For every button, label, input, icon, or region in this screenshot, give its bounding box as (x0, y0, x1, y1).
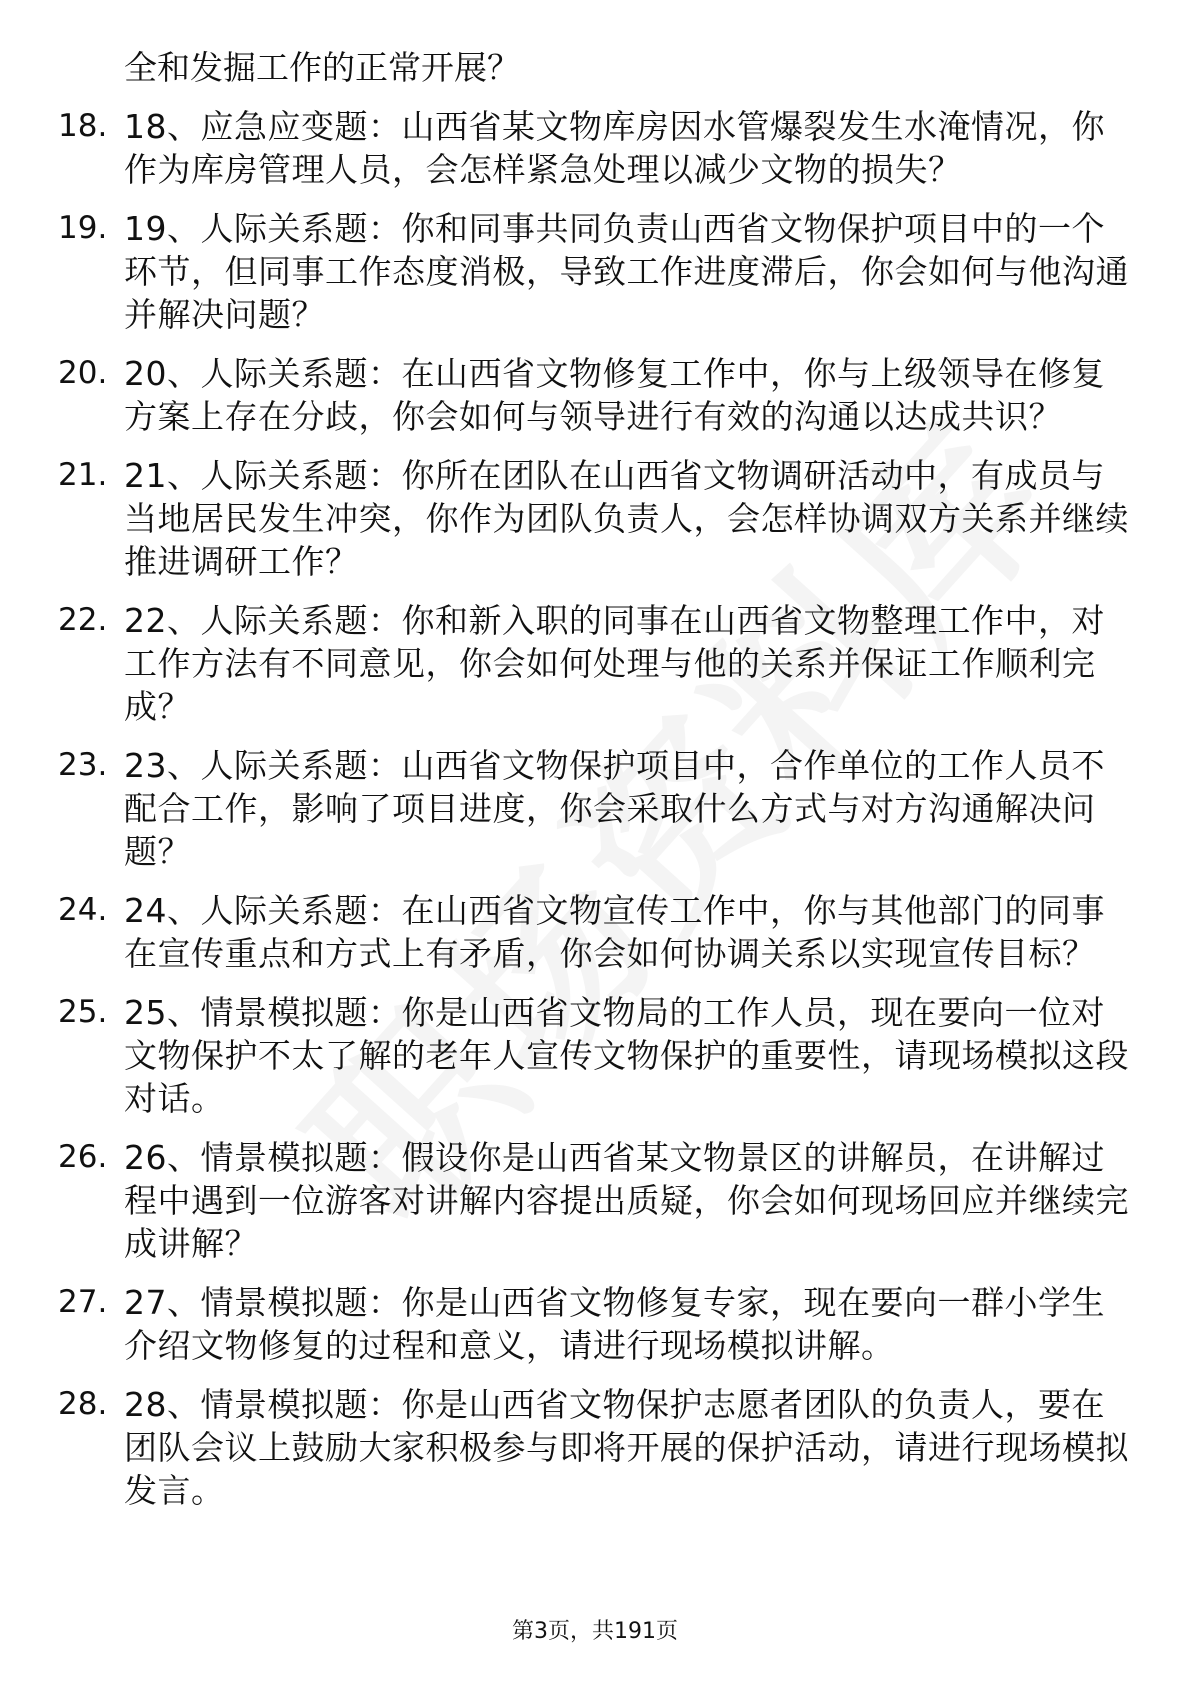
question-text: 18、应急应变题：山西省某文物库房因水管爆裂发生水淹情况，你作为库房管理人员，会怎样紧急处理以减少文物的损失？ (124, 107, 1105, 189)
question-text: 20、人际关系题：在山西省文物修复工作中，你与上级领导在修复方案上存在分歧，你会如何与领导进行有效的沟通以达成共识？ (124, 354, 1105, 436)
question-item (58, 207, 1132, 336)
question-number: 28. (58, 1386, 108, 1422)
question-number: 18. (58, 108, 108, 144)
question-number: 20. (58, 355, 108, 391)
question-text: 23、人际关系题：山西省文物保护项目中，合作单位的工作人员不配合工作，影响了项目进度，你会采取什么方式与对方沟通解决问题？ (124, 746, 1105, 871)
question-text: 27、情景模拟题：你是山西省文物修复专家，现在要向一群小学生介绍文物修复的过程和意义，请进行现场模拟讲解。 (124, 1283, 1105, 1365)
question-number: 26. (58, 1139, 108, 1175)
question-item (58, 105, 1132, 191)
question-item (58, 744, 1132, 873)
question-number: 19. (58, 210, 108, 246)
page-footer: 第3页，共191页 (512, 1619, 678, 1644)
question-text: 28、情景模拟题：你是山西省文物保护志愿者团队的负责人，要在团队会议上鼓励大家积极参与即将开展的保护活动，请进行现场模拟发言。 (124, 1385, 1129, 1510)
question-text: 24、人际关系题：在山西省文物宣传工作中，你与其他部门的同事在宣传重点和方式上有矛盾，你会如何协调关系以实现宣传目标？ (124, 891, 1105, 973)
question-text: 26、情景模拟题：假设你是山西省某文物景区的讲解员，在讲解过程中遇到一位游客对讲解内容提出质疑，你会如何现场回应并继续完成讲解？ (124, 1138, 1129, 1263)
question-item (58, 352, 1132, 438)
question-list (58, 46, 1132, 1528)
continuation-text: 全和发掘工作的正常开展？ (124, 48, 520, 87)
question-number: 25. (58, 994, 108, 1030)
question-number: 21. (58, 457, 108, 493)
question-item (58, 889, 1132, 975)
question-item (58, 991, 1132, 1120)
question-number: 27. (58, 1284, 108, 1320)
question-text: 21、人际关系题：你所在团队在山西省文物调研活动中，有成员与当地居民发生冲突，你作为团队负责人，会怎样协调双方关系并继续推进调研工作？ (124, 456, 1129, 581)
question-text: 25、情景模拟题：你是山西省文物局的工作人员，现在要向一位对文物保护不太了解的老年人宣传文物保护的重要性，请现场模拟这段对话。 (124, 993, 1129, 1118)
question-number: 22. (58, 602, 108, 638)
question-number: 24. (58, 892, 108, 928)
question-item (58, 1383, 1132, 1512)
question-item (58, 1281, 1132, 1367)
question-number: 23. (58, 747, 108, 783)
question-text: 19、人际关系题：你和同事共同负责山西省文物保护项目中的一个环节，但同事工作态度消极，导致工作进度滞后，你会如何与他沟通并解决问题？ (124, 209, 1129, 334)
question-item (58, 454, 1132, 583)
question-item (58, 1136, 1132, 1265)
question-text: 22、人际关系题：你和新入职的同事在山西省文物整理工作中，对工作方法有不同意见，你会如何处理与他的关系并保证工作顺利完成？ (124, 601, 1105, 726)
question-item (58, 599, 1132, 728)
